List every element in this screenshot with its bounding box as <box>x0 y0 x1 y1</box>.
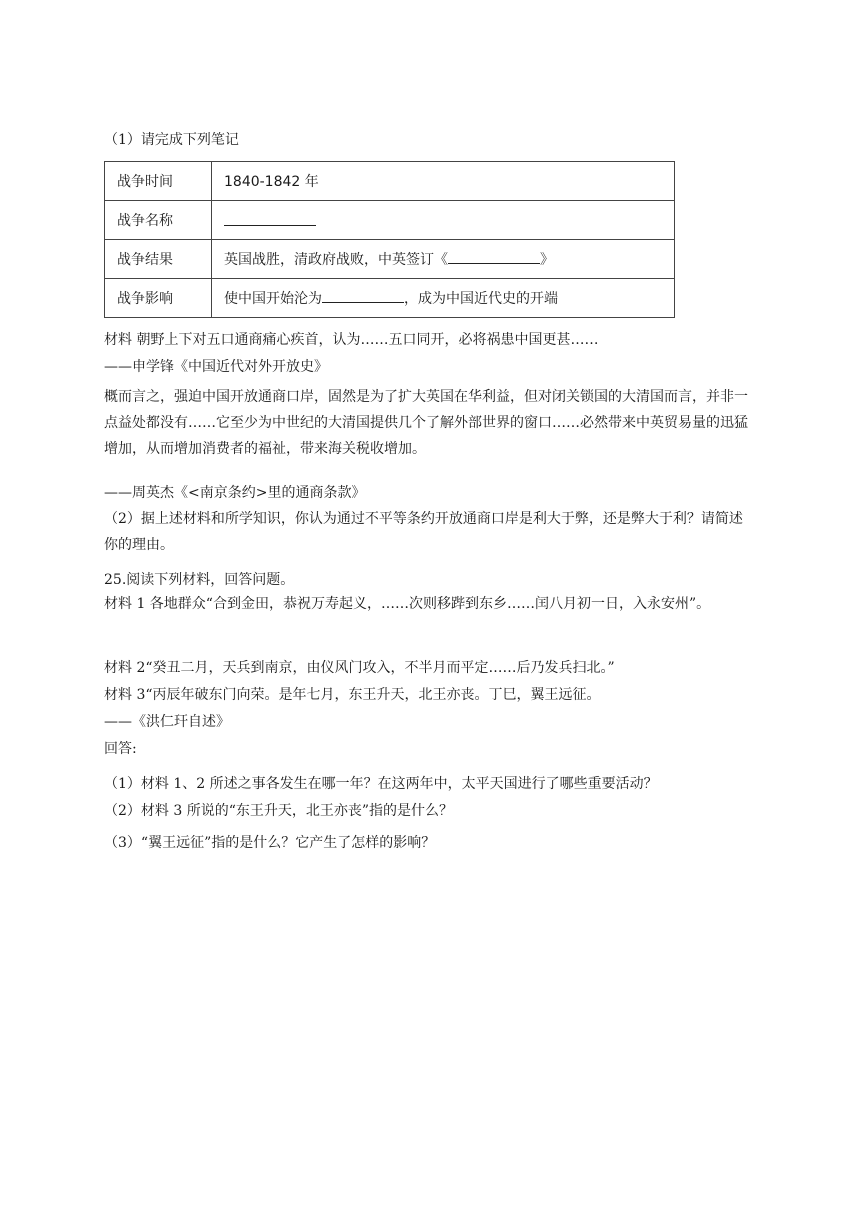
sub-question: （2）材料 3 所说的“东王升天，北王亦丧”指的是什么？ <box>104 803 454 819</box>
question-1-heading: （1）请完成下列笔记 <box>104 132 239 148</box>
sub-question: （1）材料 1、2 所述之事各发生在哪一年？在这两年中，太平天国进行了哪些重要活动？ <box>104 776 658 792</box>
row-label: 战争结果 <box>105 240 212 279</box>
table-row <box>105 162 675 201</box>
row-value: 使中国开始沦为 ，成为中国近代史的开端 <box>212 279 675 318</box>
table-row <box>105 240 675 279</box>
answer-blank <box>448 249 540 264</box>
question-2: （2）据上述材料和所学知识，你认为通过不平等条约开放通商口岸是利大于弊，还是弊大于利？请简述你的理由。 <box>104 511 743 553</box>
material-source: ——周英杰《<南京条约>里的通商条款》 <box>104 485 366 501</box>
row-value: 1840-1842 年 <box>212 162 675 201</box>
material-text: 材料 朝野上下对五口通商痛心疾首，认为……五口同开，必将祸患中国更甚…… <box>104 332 599 348</box>
sub-question: （3）“翼王远征”指的是什么？它产生了怎样的影响？ <box>104 835 436 851</box>
material-text: 材料 2“癸丑二月，天兵到南京，由仪风门攻入，不半月而平定……后乃发兵扫北。” <box>104 660 615 676</box>
question-25-title: 25.阅读下列材料，回答问题。 <box>104 572 295 588</box>
answer-blank <box>224 211 316 226</box>
row-value: 英国战胜，清政府战败，中英签订《 》 <box>212 240 675 279</box>
table-row <box>105 279 675 318</box>
notes-table <box>104 161 675 318</box>
material-text: 概而言之，强迫中国开放通商口岸，固然是为了扩大英国在华利益，但对闭关锁国的大清国而言，并非一点益处都没有……它至少为中世纪的大清国提供几个了解外部世界的窗口……必然带来中英贸易量的迅猛增加，从而增加消费者的福祉，带来海关税收增加。 <box>104 389 748 457</box>
row-label: 战争名称 <box>105 201 212 240</box>
material-text: 材料 1 各地群众“合到金田，恭祝万寿起义，……次则移跸到东乡……闰八月初一日，入永安州”。 <box>104 596 711 612</box>
material-source: ——《洪仁玕自述》 <box>104 714 230 730</box>
answer-blank <box>322 288 404 303</box>
row-value <box>212 201 675 240</box>
table-row <box>105 201 675 240</box>
row-label: 战争影响 <box>105 279 212 318</box>
row-label: 战争时间 <box>105 162 212 201</box>
material-text: 材料 3“丙辰年破东门向荣。是年七月，东王升天，北王亦丧。丁巳，翼王远征。 <box>104 687 601 703</box>
material-source: ——申学锋《中国近代对外开放史》 <box>104 359 328 375</box>
answer-label: 回答: <box>104 741 137 757</box>
